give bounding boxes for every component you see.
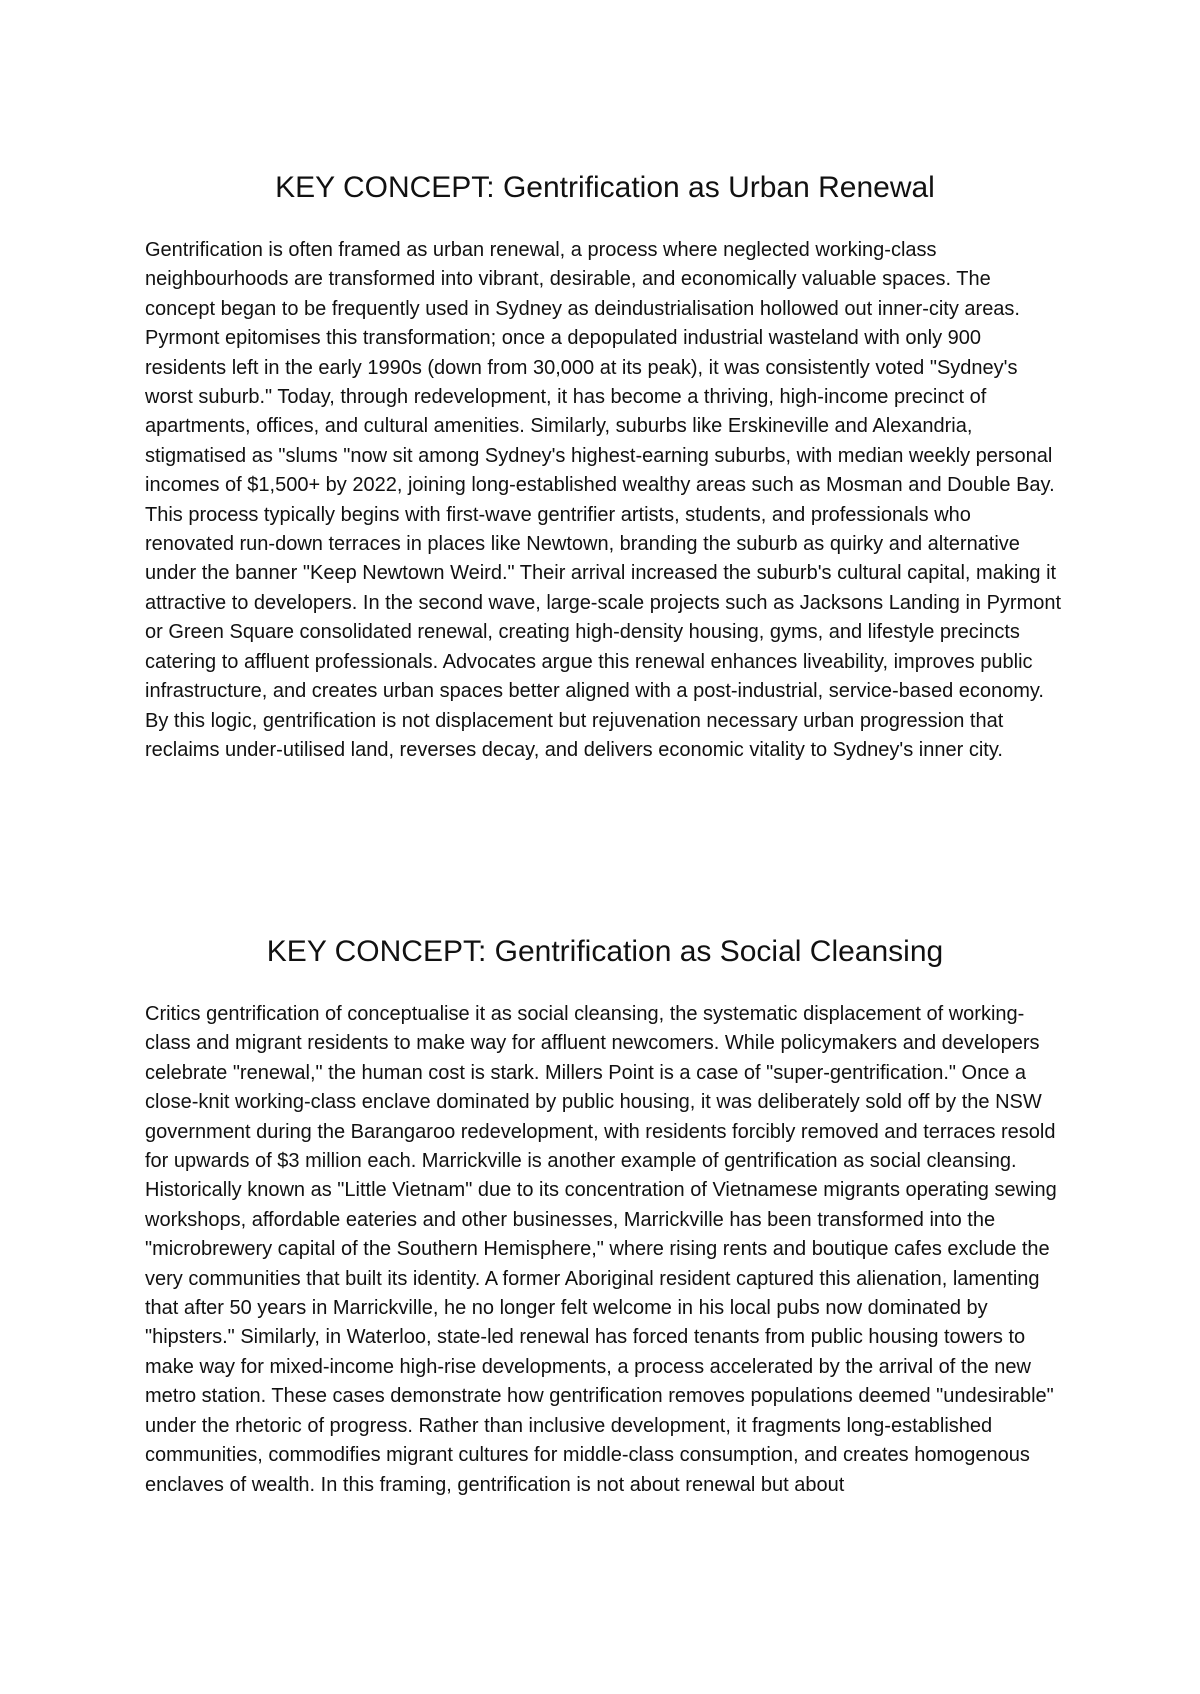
section-heading: KEY CONCEPT: Gentrification as Urban Renewal [275,171,935,204]
section-urban-renewal [145,166,1065,765]
section-social-cleansing [145,930,1065,1500]
section-heading: KEY CONCEPT: Gentrification as Social Cleansing [266,935,944,968]
section-body-paragraph: Gentrification is often framed as urban renewal, a process where neglected working-class neighbourhoods are transformed into vibrant, desirable, and economically valuable spaces. The concept began to be frequently used in Sydney as deindustrialisation hollowed out inner-city areas. Pyrmont epitomises this transformation; once a depopulated industrial wasteland with only 900 residents left in the early 1990s (down from 30,000 at its peak), it was consistently voted "Sydney's worst suburb." Today, through redevelopment, it has become a thriving, high-income precinct of apartments, offices, and cultural amenities. Similarly, suburbs like Erskineville and Alexandria, stigmatised as "slums "now sit among Sydney's highest-earning suburbs, with median weekly personal incomes of $1,500+ by 2022, joining long-established wealthy areas such as Mosman and Double Bay. This process typically begins with first-wave gentrifier artists, students, and professionals who renovated run-down terraces in places like Newtown, branding the suburb as quirky and alternative under the banner "Keep Newtown Weird." Their arrival increased the suburb's cultural capital, making it attractive to developers. In the second wave, large-scale projects such as Jacksons Landing in Pyrmont or Green Square consolidated renewal, creating high-density housing, gyms, and lifestyle precincts catering to affluent professionals. Advocates argue this renewal enhances liveability, improves public infrastructure, and creates urban spaces better aligned with a post-industrial, service-based economy. By this logic, gentrification is not displacement but rejuvenation necessary urban progression that reclaims under-utilised land, reverses decay, and delivers economic vitality to Sydney's inner city. [145,239,1062,761]
section-body-paragraph: Critics gentrification of conceptualise it as social cleansing, the systematic displacement of working-class and migrant residents to make way for affluent newcomers. While policymakers and developers celebrate "renewal," the human cost is stark. Millers Point is a case of "super-gentrification." Once a close-knit working-class enclave dominated by public housing, it was deliberately sold off by the NSW government during the Barangaroo redevelopment, with residents forcibly removed and terraces resold for upwards of $3 million each. Marrickville is another example of gentrification as social cleansing. Historically known as "Little Vietnam" due to its concentration of Vietnamese migrants operating sewing workshops, affordable eateries and other businesses, Marrickville has been transformed into the "microbrewery capital of the Southern Hemisphere," where rising rents and boutique cafes exclude the very communities that built its identity. A former Aboriginal resident captured this alienation, lamenting that after 50 years in Marrickville, he no longer felt welcome in his local pubs now dominated by "hipsters." Similarly, in Waterloo, state-led renewal has forced tenants from public housing towers to make way for mixed-income high-rise developments, a process accelerated by the arrival of the new metro station. These cases demonstrate how gentrification removes populations deemed "undesirable" under the rhetoric of progress. Rather than inclusive development, it fragments long-established communities, commodifies migrant cultures for middle-class consumption, and creates homogenous enclaves of wealth. In this framing, gentrification is not about renewal but about [145,1003,1057,1496]
